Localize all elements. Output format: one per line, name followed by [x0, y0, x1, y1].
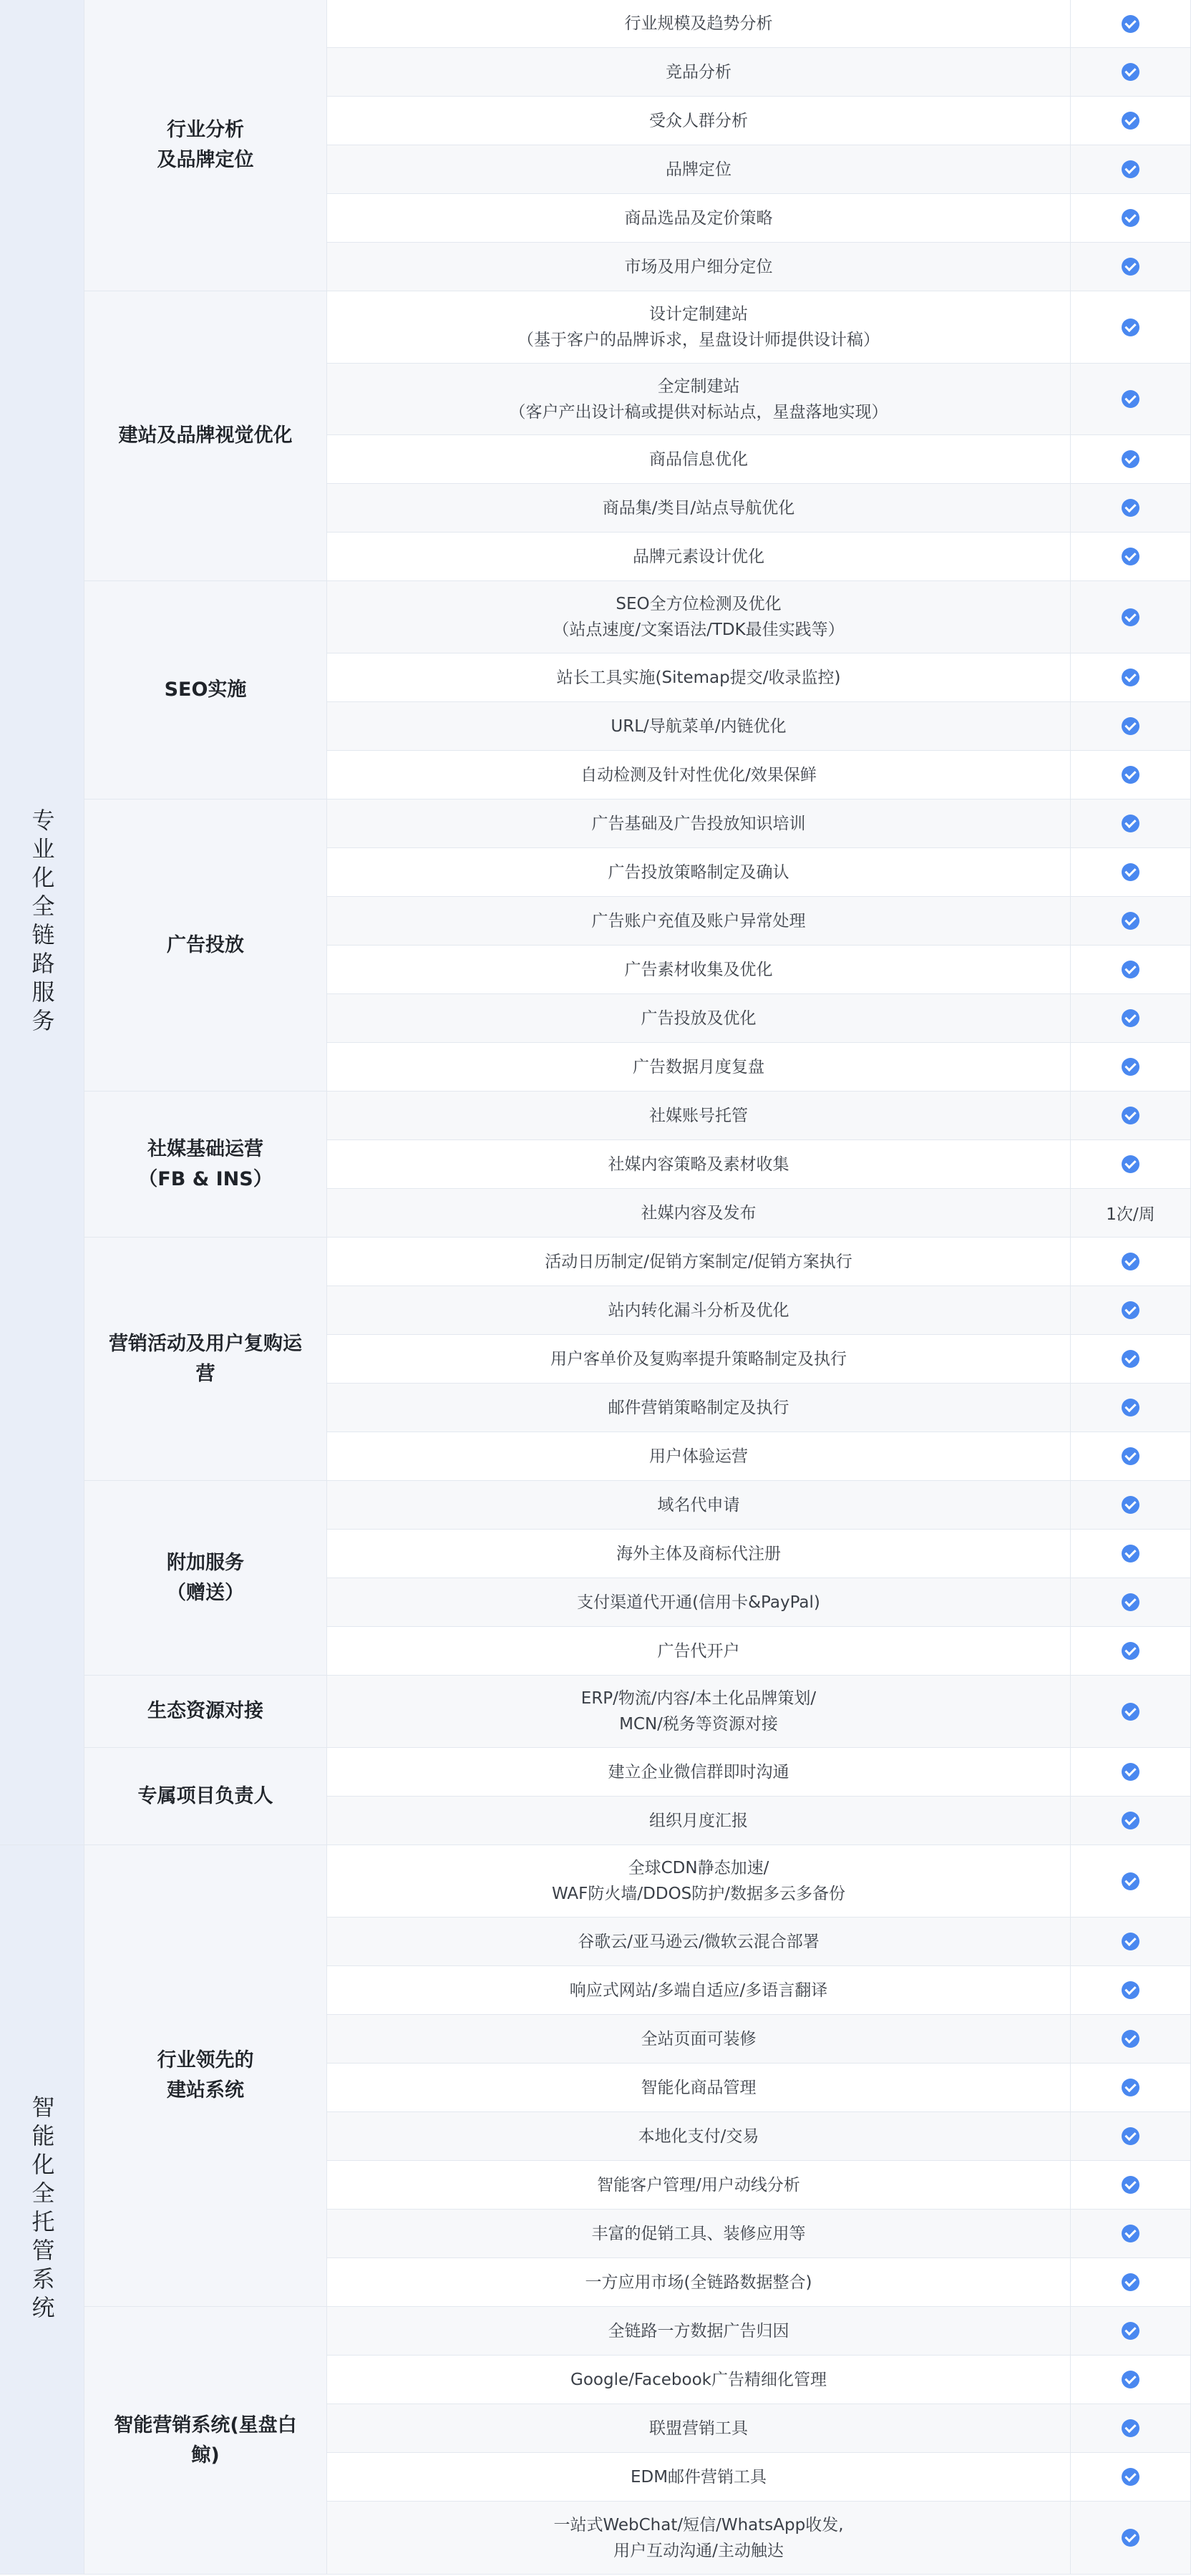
included-cell [1071, 2258, 1191, 2307]
check-circle-icon [1122, 1872, 1139, 1890]
check-circle-icon [1122, 2176, 1139, 2194]
check-circle-icon [1122, 1447, 1139, 1465]
check-circle-icon [1122, 160, 1139, 178]
included-cell [1071, 848, 1191, 897]
feature-item: Google/Facebook广告精细化管理 [327, 2356, 1071, 2404]
included-cell [1071, 1238, 1191, 1286]
included-cell [1071, 484, 1191, 533]
included-cell [1071, 2502, 1191, 2575]
check-circle-icon [1122, 1301, 1139, 1319]
feature-item: 广告账户充值及账户异常处理 [327, 897, 1071, 946]
check-circle-icon [1122, 863, 1139, 881]
included-cell [1071, 1432, 1191, 1481]
included-cell [1071, 1043, 1191, 1092]
check-circle-icon [1122, 2419, 1139, 2437]
included-cell [1071, 799, 1191, 848]
check-circle-icon [1122, 2322, 1139, 2340]
check-circle-icon [1122, 1981, 1139, 1999]
feature-item: 用户客单价及复购率提升策略制定及执行 [327, 1335, 1071, 1384]
check-circle-icon [1122, 15, 1139, 33]
included-cell [1071, 2404, 1191, 2453]
included-cell [1071, 533, 1191, 581]
feature-item: 品牌定位 [327, 145, 1071, 194]
feature-item: 站内转化漏斗分析及优化 [327, 1286, 1071, 1335]
feature-item: ERP/物流/内容/本土化品牌策划/ MCN/税务等资源对接 [327, 1676, 1071, 1748]
check-circle-icon [1122, 608, 1139, 626]
included-cell [1071, 751, 1191, 799]
check-circle-icon [1122, 390, 1139, 408]
check-circle-icon [1122, 2030, 1139, 2048]
feature-item: 市场及用户细分定位 [327, 243, 1071, 291]
check-circle-icon [1122, 2273, 1139, 2291]
feature-item: 全球CDN静态加速/ WAF防火墙/DDOS防护/数据多云多备份 [327, 1845, 1071, 1918]
check-circle-icon [1122, 1933, 1139, 1950]
included-cell [1071, 1676, 1191, 1748]
check-circle-icon [1122, 2079, 1139, 2096]
check-circle-icon [1122, 548, 1139, 565]
feature-item: 广告代开户 [327, 1627, 1071, 1676]
check-circle-icon [1122, 450, 1139, 468]
group-label: 智能营销系统(星盘白鲸) [84, 2307, 327, 2575]
included-cell [1071, 291, 1191, 364]
included-cell [1071, 1481, 1191, 1530]
group-label: 广告投放 [84, 799, 327, 1092]
feature-item: 商品集/类目/站点导航优化 [327, 484, 1071, 533]
feature-item: 品牌元素设计优化 [327, 533, 1071, 581]
feature-item: 谷歌云/亚马逊云/微软云混合部署 [327, 1918, 1071, 1966]
included-cell [1071, 1384, 1191, 1432]
category-label: 专业化全链路服务 [0, 0, 84, 1845]
feature-item: 智能客户管理/用户动线分析 [327, 2161, 1071, 2210]
feature-item: 广告投放策略制定及确认 [327, 848, 1071, 897]
feature-item: 组织月度汇报 [327, 1797, 1071, 1845]
group-label: 行业分析 及品牌定位 [84, 0, 327, 291]
included-cell [1071, 2064, 1191, 2112]
included-cell [1071, 243, 1191, 291]
feature-item: 支付渠道代开通(信用卡&PayPal) [327, 1578, 1071, 1627]
included-cell [1071, 145, 1191, 194]
included-cell [1071, 1530, 1191, 1578]
included-cell [1071, 1627, 1191, 1676]
check-circle-icon [1122, 1703, 1139, 1721]
included-cell [1071, 364, 1191, 435]
feature-item: 全定制建站 （客户产出设计稿或提供对标站点，星盘落地实现） [327, 364, 1071, 435]
check-circle-icon [1122, 2127, 1139, 2145]
included-cell [1071, 435, 1191, 484]
check-circle-icon [1122, 63, 1139, 81]
check-circle-icon [1122, 1350, 1139, 1368]
included-cell [1071, 702, 1191, 751]
feature-item: 一站式WebChat/短信/WhatsApp收发, 用户互动沟通/主动触达 [327, 2502, 1071, 2575]
included-cell [1071, 2356, 1191, 2404]
included-cell [1071, 653, 1191, 702]
included-cell [1071, 946, 1191, 994]
group-label: SEO实施 [84, 581, 327, 799]
included-cell [1071, 2210, 1191, 2258]
feature-item: 社媒内容及发布 [327, 1189, 1071, 1238]
feature-item: 社媒内容策略及素材收集 [327, 1140, 1071, 1189]
feature-item: 广告数据月度复盘 [327, 1043, 1071, 1092]
feature-item: 广告素材收集及优化 [327, 946, 1071, 994]
feature-item: 广告投放及优化 [327, 994, 1071, 1043]
group-label: 附加服务 （赠送） [84, 1481, 327, 1676]
check-circle-icon [1122, 112, 1139, 130]
included-cell [1071, 1140, 1191, 1189]
included-cell [1071, 1845, 1191, 1918]
check-circle-icon [1122, 961, 1139, 978]
check-circle-icon [1122, 912, 1139, 930]
check-circle-icon [1122, 815, 1139, 832]
check-circle-icon [1122, 319, 1139, 336]
feature-item: 邮件营销策略制定及执行 [327, 1384, 1071, 1432]
included-cell [1071, 1748, 1191, 1797]
group-label: 营销活动及用户复购运营 [84, 1238, 327, 1481]
feature-item: 全链路一方数据广告归因 [327, 2307, 1071, 2356]
group-label: 行业领先的 建站系统 [84, 1845, 327, 2307]
included-cell [1071, 48, 1191, 97]
feature-item: 商品信息优化 [327, 435, 1071, 484]
included-cell [1071, 994, 1191, 1043]
feature-item: 响应式网站/多端自适应/多语言翻译 [327, 1966, 1071, 2015]
check-circle-icon [1122, 258, 1139, 276]
feature-item: SEO全方位检测及优化 （站点速度/文案语法/TDK最佳实践等） [327, 581, 1071, 653]
feature-item: 用户体验运营 [327, 1432, 1071, 1481]
included-cell [1071, 2015, 1191, 2064]
feature-item: 社媒账号托管 [327, 1092, 1071, 1140]
feature-item: 一方应用市场(全链路数据整合) [327, 2258, 1071, 2307]
category-label: 智能化全托管系统 [0, 1845, 84, 2575]
feature-item: 联盟营销工具 [327, 2404, 1071, 2453]
check-circle-icon [1122, 1107, 1139, 1124]
feature-item: 设计定制建站 （基于客户的品牌诉求，星盘设计师提供设计稿） [327, 291, 1071, 364]
feature-item: 全站页面可装修 [327, 2015, 1071, 2064]
included-cell [1071, 2453, 1191, 2502]
check-circle-icon [1122, 2371, 1139, 2388]
group-label: 建站及品牌视觉优化 [84, 291, 327, 581]
check-circle-icon [1122, 669, 1139, 686]
included-cell [1071, 0, 1191, 48]
check-circle-icon [1122, 717, 1139, 735]
included-cell [1071, 1092, 1191, 1140]
check-circle-icon [1122, 1763, 1139, 1781]
included-cell [1071, 1966, 1191, 2015]
included-cell [1071, 897, 1191, 946]
included-cell [1071, 1918, 1191, 1966]
check-circle-icon [1122, 209, 1139, 227]
included-cell [1071, 1335, 1191, 1384]
feature-item: EDM邮件营销工具 [327, 2453, 1071, 2502]
feature-item: URL/导航菜单/内链优化 [327, 702, 1071, 751]
group-label: 社媒基础运营 （FB & INS） [84, 1092, 327, 1238]
check-circle-icon [1122, 1593, 1139, 1611]
check-circle-icon [1122, 766, 1139, 784]
check-circle-icon [1122, 2468, 1139, 2486]
feature-item: 域名代申请 [327, 1481, 1071, 1530]
check-circle-icon [1122, 1155, 1139, 1173]
check-circle-icon [1122, 1399, 1139, 1416]
frequency-value: 1次/周 [1071, 1189, 1191, 1238]
check-circle-icon [1122, 2225, 1139, 2242]
check-circle-icon [1122, 1812, 1139, 1829]
check-circle-icon [1122, 499, 1139, 517]
feature-item: 活动日历制定/促销方案制定/促销方案执行 [327, 1238, 1071, 1286]
feature-item: 竞品分析 [327, 48, 1071, 97]
feature-item: 站长工具实施(Sitemap提交/收录监控) [327, 653, 1071, 702]
check-circle-icon [1122, 1496, 1139, 1514]
group-label: 生态资源对接 [84, 1676, 327, 1748]
check-circle-icon [1122, 1009, 1139, 1027]
included-cell [1071, 1797, 1191, 1845]
included-cell [1071, 1578, 1191, 1627]
check-circle-icon [1122, 1642, 1139, 1660]
feature-item: 智能化商品管理 [327, 2064, 1071, 2112]
included-cell [1071, 1286, 1191, 1335]
included-cell [1071, 2112, 1191, 2161]
feature-item: 自动检测及针对性优化/效果保鲜 [327, 751, 1071, 799]
check-circle-icon [1122, 2529, 1139, 2547]
feature-item: 建立企业微信群即时沟通 [327, 1748, 1071, 1797]
included-cell [1071, 2307, 1191, 2356]
feature-item: 行业规模及趋势分析 [327, 0, 1071, 48]
included-cell [1071, 97, 1191, 145]
feature-item: 海外主体及商标代注册 [327, 1530, 1071, 1578]
feature-item: 广告基础及广告投放知识培训 [327, 799, 1071, 848]
group-label: 专属项目负责人 [84, 1748, 327, 1845]
check-circle-icon [1122, 1058, 1139, 1076]
check-circle-icon [1122, 1545, 1139, 1562]
check-circle-icon [1122, 1253, 1139, 1270]
included-cell [1071, 581, 1191, 653]
feature-item: 商品选品及定价策略 [327, 194, 1071, 243]
feature-item: 本地化支付/交易 [327, 2112, 1071, 2161]
feature-item: 受众人群分析 [327, 97, 1071, 145]
included-cell [1071, 2161, 1191, 2210]
feature-item: 丰富的促销工具、装修应用等 [327, 2210, 1071, 2258]
included-cell [1071, 194, 1191, 243]
